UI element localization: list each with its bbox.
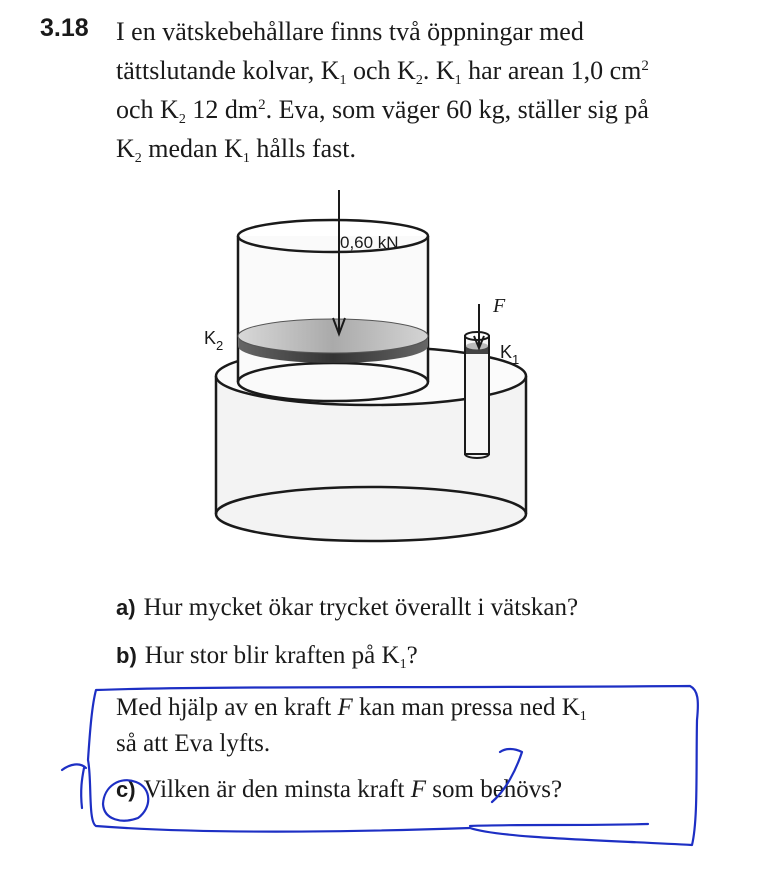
hydraulic-container-figure [190, 186, 550, 566]
force-label: 0,60 kN [340, 233, 399, 252]
f-label: F [493, 295, 506, 317]
k2-piston [238, 319, 428, 363]
problem-statement [116, 12, 716, 168]
statement-line-4: $K_2$ medan $K_1$ hålls fast. [116, 134, 357, 166]
hook-mark [62, 764, 86, 808]
question-c: c) Vilken är den minsta kraft F som behövs? [116, 776, 563, 803]
k1-label: $K_1$ [500, 342, 520, 367]
question-b: b) Hur stor blir kraften på $K_1$? [116, 642, 418, 672]
problem-number: 3.18 [40, 14, 89, 42]
statement-line-3: och $K_2$ 12 $dm^2$. Eva, som väger 60 kg, ställer sig på [116, 95, 649, 127]
question-a: a) Hur mycket ökar trycket överallt i vätskan? [116, 594, 579, 621]
intro-line-2: så att Eva lyfts. [116, 730, 271, 757]
intro-line-1: Med hjälp av en kraft F kan man pressa ned $K_1$ [116, 694, 587, 724]
k2-label: $K_2$ [204, 328, 224, 353]
k1-tube [465, 332, 489, 458]
statement-line-2: tättslutande kolvar, $K_1$ och $K_2$. $K_1$ har arean 1,0 $cm^2$ [116, 56, 649, 88]
force-arrow-k1 [474, 304, 484, 348]
k2-cylinder [238, 220, 428, 401]
statement-line-1: I en vätskebehållare finns två öppningar med [116, 17, 584, 46]
underline-stroke [470, 824, 648, 826]
